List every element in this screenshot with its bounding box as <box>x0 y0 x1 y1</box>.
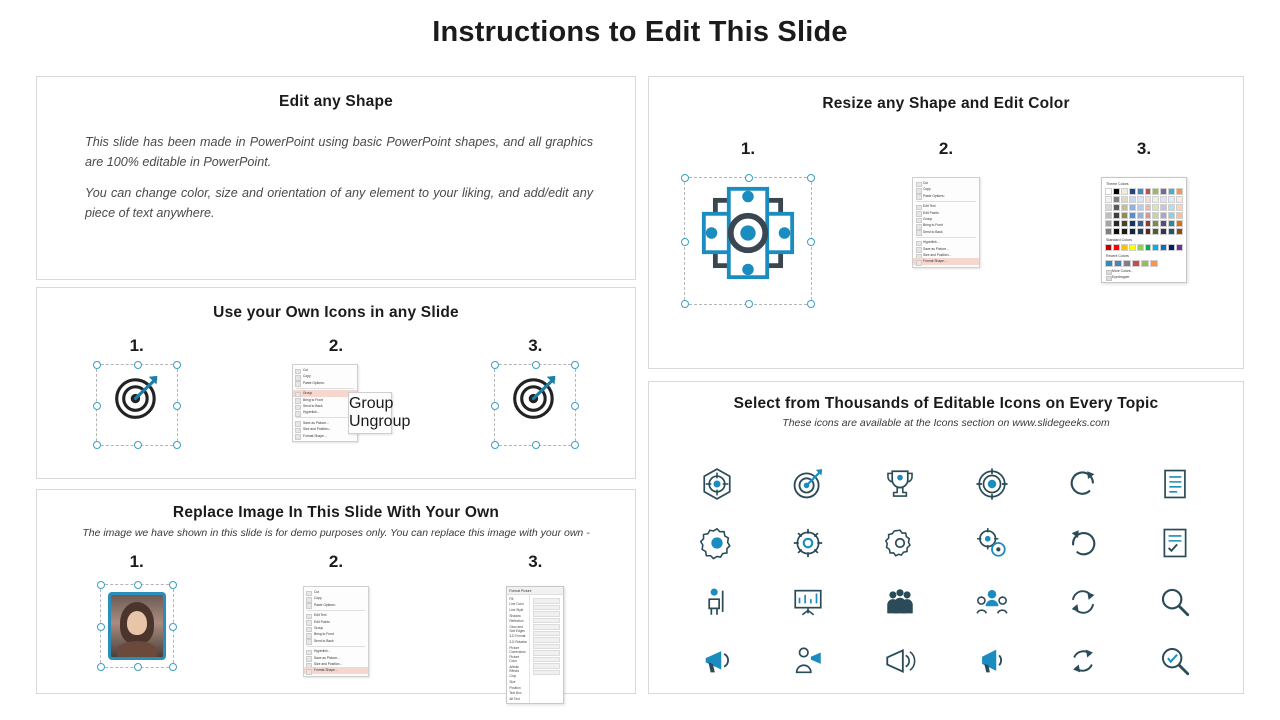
color-swatch[interactable] <box>1105 220 1112 227</box>
color-swatch[interactable] <box>1160 212 1167 219</box>
step-number: 2. <box>328 336 344 355</box>
menu-item[interactable]: Format Shape... <box>293 433 357 439</box>
menu-item[interactable]: Copy <box>293 373 357 379</box>
step-number: 1. <box>740 139 756 158</box>
target-dart-icon <box>112 372 162 422</box>
selected-target-icon-1[interactable] <box>96 364 178 446</box>
own-icons-step-2 <box>236 336 435 446</box>
team-meeting-icon[interactable] <box>975 585 1009 619</box>
step-number: 1. <box>129 336 144 355</box>
color-swatch[interactable] <box>1176 212 1183 219</box>
step-number: 2. <box>328 552 344 571</box>
menu-item[interactable]: Bring to Front <box>913 222 979 228</box>
menu-item[interactable]: Edit Text <box>913 203 979 209</box>
menu-item[interactable]: Bring to Front <box>304 631 368 637</box>
menu-item-format-shape[interactable]: Format Shape... <box>304 667 368 673</box>
menu-item[interactable]: Size and Position... <box>913 252 979 258</box>
theme-swatch-row <box>1105 204 1183 211</box>
color-swatch[interactable] <box>1141 260 1149 267</box>
eyedropper-option[interactable]: Eyedropper <box>1105 275 1183 279</box>
color-swatch[interactable] <box>1160 188 1167 195</box>
more-colors-option[interactable]: More Colors... <box>1105 269 1183 273</box>
color-swatch[interactable] <box>1132 260 1140 267</box>
color-swatch[interactable] <box>1121 220 1128 227</box>
color-swatch[interactable] <box>1121 196 1128 203</box>
color-swatch[interactable] <box>1105 196 1112 203</box>
dialog-nav-item[interactable]: Glow and Soft Edges <box>509 624 525 633</box>
color-swatch[interactable] <box>1145 228 1152 235</box>
menu-item[interactable]: Save as Picture... <box>293 420 357 426</box>
color-swatch[interactable] <box>1152 212 1159 219</box>
megaphone-icon[interactable] <box>700 644 734 678</box>
dialog-nav-item[interactable]: Reflection <box>509 619 524 624</box>
color-swatch[interactable] <box>1105 204 1112 211</box>
color-swatch[interactable] <box>1176 244 1183 251</box>
step-number: 3. <box>528 336 543 355</box>
resize-steps-row <box>649 139 1243 305</box>
color-swatch[interactable] <box>1176 220 1183 227</box>
panel-use-own-icons <box>36 287 636 479</box>
color-swatch[interactable] <box>1145 220 1152 227</box>
menu-item-group[interactable]: Group <box>293 390 357 396</box>
menu-item[interactable]: Send to Back <box>293 403 357 409</box>
edit-shape-paragraph-1: This slide has been made in PowerPoint using basic PowerPoint shapes, and all graphics are 100% editable in PowerPoint. <box>85 135 593 169</box>
color-swatch[interactable] <box>1121 244 1128 251</box>
presentation-board-icon[interactable] <box>791 585 825 619</box>
dialog-title: Format Picture <box>507 587 563 595</box>
dialog-nav-item[interactable]: Fill <box>509 596 514 601</box>
color-swatch[interactable] <box>1137 228 1144 235</box>
color-swatch[interactable] <box>1113 228 1120 235</box>
color-swatch[interactable] <box>1129 188 1136 195</box>
dialog-nav-item[interactable]: Line Color <box>509 602 524 607</box>
color-swatch[interactable] <box>1129 196 1136 203</box>
color-swatch[interactable] <box>1113 212 1120 219</box>
color-swatch[interactable] <box>1160 244 1167 251</box>
magnifier-icon[interactable] <box>1158 585 1192 619</box>
panel-resize-shape-edit-color <box>648 76 1244 369</box>
color-swatch[interactable] <box>1105 228 1112 235</box>
color-swatch[interactable] <box>1160 228 1167 235</box>
color-swatch[interactable] <box>1137 188 1144 195</box>
color-swatch[interactable] <box>1150 260 1158 267</box>
color-swatch[interactable] <box>1152 220 1159 227</box>
theme-swatch-row <box>1105 196 1183 203</box>
color-swatch[interactable] <box>1168 220 1175 227</box>
color-swatch[interactable] <box>1168 204 1175 211</box>
target-dart-icon[interactable] <box>791 467 825 501</box>
menu-item[interactable]: Edit Points <box>913 210 979 216</box>
theme-swatch-grid[interactable] <box>1105 188 1183 235</box>
panel-subtitle-icon-bank: These icons are available at the Icons section on www.slidegeeks.com <box>782 417 1110 429</box>
color-swatch[interactable] <box>1160 196 1167 203</box>
resize-step-2 <box>847 139 1045 305</box>
menu-item[interactable]: Save as Picture... <box>913 246 979 252</box>
color-swatch[interactable] <box>1113 220 1120 227</box>
color-swatch[interactable] <box>1113 196 1120 203</box>
color-swatch[interactable] <box>1137 212 1144 219</box>
menu-item[interactable]: Hyperlink... <box>293 409 357 415</box>
page-title: Instructions to Edit This Slide <box>432 16 848 48</box>
standard-colors-label: Standard Colors <box>1106 238 1132 242</box>
color-picker-title: Theme Colors <box>1106 182 1129 186</box>
menu-item[interactable]: Copy <box>304 595 368 601</box>
menu-item[interactable]: Edit Points <box>304 619 368 625</box>
color-swatch[interactable] <box>1105 212 1112 219</box>
refresh-arrow-icon[interactable] <box>1066 467 1100 501</box>
color-swatch[interactable] <box>1121 212 1128 219</box>
color-swatch[interactable] <box>1137 244 1144 251</box>
menu-item[interactable]: Edit Text <box>304 612 368 618</box>
gear-settings-icon[interactable] <box>883 526 917 560</box>
color-swatch[interactable] <box>1129 212 1136 219</box>
color-swatch[interactable] <box>1129 228 1136 235</box>
resize-step-3 <box>1045 139 1243 305</box>
panel-icon-bank <box>648 381 1244 694</box>
color-swatch[interactable] <box>1152 228 1159 235</box>
menu-item[interactable]: Paste Options: <box>913 193 979 199</box>
theme-swatch-row <box>1105 212 1183 219</box>
color-swatch[interactable] <box>1113 204 1120 211</box>
color-swatch[interactable] <box>1160 220 1167 227</box>
menu-separator <box>916 237 976 238</box>
color-picker-panel[interactable] <box>1101 177 1187 283</box>
dialog-nav-item[interactable]: Size <box>509 679 516 684</box>
replace-image-step-3 <box>436 552 635 704</box>
menu-item[interactable]: Cut <box>293 367 357 373</box>
panel-subtitle-replace-image: The image we have shown in this slide is for demo purposes only. You can replace this image with your own - <box>82 527 590 539</box>
announcement-icon[interactable] <box>883 644 917 678</box>
dialog-nav-item[interactable]: Picture Color <box>509 655 520 664</box>
edit-shape-paragraph-2: You can change color, size and orientation of any element to your liking, and add/edit any piece of text anywhere. <box>85 186 593 220</box>
selected-photo[interactable] <box>100 584 174 668</box>
gears-double-icon[interactable] <box>975 526 1009 560</box>
step-number: 2. <box>938 139 954 158</box>
theme-swatch-row <box>1105 228 1183 235</box>
edit-shape-text-block <box>85 133 593 223</box>
menu-item[interactable]: Paste Options: <box>304 602 368 608</box>
color-swatch[interactable] <box>1152 244 1159 251</box>
menu-item[interactable]: Send to Back <box>913 229 979 235</box>
menu-item[interactable]: Bring to Front <box>293 397 357 403</box>
menu-item[interactable]: Save as Picture... <box>304 655 368 661</box>
menu-item[interactable]: Copy <box>913 186 979 192</box>
target-dart-icon <box>510 372 560 422</box>
color-swatch[interactable] <box>1145 212 1152 219</box>
color-swatch[interactable] <box>1168 228 1175 235</box>
theme-swatch-row <box>1105 220 1183 227</box>
menu-item[interactable]: Paste Options: <box>293 380 357 386</box>
icon-gallery-grid <box>671 454 1221 690</box>
checklist-document-icon[interactable] <box>1158 526 1192 560</box>
replace-image-step-2 <box>236 552 435 704</box>
panel-edit-any-shape <box>36 76 636 280</box>
color-swatch[interactable] <box>1121 204 1128 211</box>
color-swatch[interactable] <box>1105 188 1112 195</box>
panel-title-replace-image: Replace Image In This Slide With Your Own <box>172 504 500 521</box>
color-swatch[interactable] <box>1152 188 1159 195</box>
menu-separator <box>916 201 976 202</box>
color-swatch[interactable] <box>1176 196 1183 203</box>
menu-item[interactable]: Hyperlink... <box>913 239 979 245</box>
step-number: 1. <box>129 552 144 571</box>
color-swatch[interactable] <box>1129 204 1136 211</box>
people-group-icon[interactable] <box>883 585 917 619</box>
target-rings-icon[interactable] <box>975 467 1009 501</box>
color-swatch[interactable] <box>1168 212 1175 219</box>
selected-target-icon-2[interactable] <box>494 364 576 446</box>
dialog-nav-item[interactable]: 3-D Format <box>509 634 526 639</box>
person-podium-icon[interactable] <box>700 585 734 619</box>
color-swatch[interactable] <box>1168 188 1175 195</box>
submenu-item-group[interactable]: Group <box>348 395 394 412</box>
color-swatch[interactable] <box>1105 260 1113 267</box>
color-swatch[interactable] <box>1176 228 1183 235</box>
sync-arrows-icon[interactable] <box>1066 585 1100 619</box>
panel-title-icon-bank: Select from Thousands of Editable Icons on Every Topic <box>733 395 1159 412</box>
submenu-item-ungroup[interactable]: Ungroup <box>348 413 411 430</box>
menu-item[interactable]: Cut <box>913 180 979 186</box>
color-swatch[interactable] <box>1145 204 1152 211</box>
own-icons-step-1 <box>37 336 236 446</box>
color-swatch[interactable] <box>1145 196 1152 203</box>
color-swatch[interactable] <box>1121 228 1128 235</box>
menu-item[interactable]: Size and Position... <box>293 426 357 432</box>
document-list-icon[interactable] <box>1158 467 1192 501</box>
dialog-nav-item[interactable]: Position <box>509 685 521 690</box>
color-swatch[interactable] <box>1129 244 1136 251</box>
dialog-nav-item[interactable]: Picture Corrections <box>509 645 526 654</box>
person-megaphone-icon[interactable] <box>791 644 825 678</box>
context-menu-replace-image[interactable] <box>303 586 369 677</box>
trophy-target-icon[interactable] <box>883 467 917 501</box>
panel-title-own-icons: Use your Own Icons in any Slide <box>213 304 459 321</box>
standard-swatch-row[interactable] <box>1105 244 1183 251</box>
menu-item[interactable]: Hyperlink... <box>304 648 368 654</box>
own-icons-steps-row <box>37 336 635 446</box>
color-swatch[interactable] <box>1137 220 1144 227</box>
menu-separator <box>307 646 365 647</box>
dialog-nav-item[interactable]: Artistic Effects <box>509 664 519 673</box>
color-swatch[interactable] <box>1137 196 1144 203</box>
dialog-nav-item[interactable]: Crop <box>509 674 517 679</box>
color-swatch[interactable] <box>1105 244 1112 251</box>
gear-outline-icon[interactable] <box>791 526 825 560</box>
search-target-icon[interactable] <box>1158 644 1192 678</box>
color-swatch[interactable] <box>1113 244 1120 251</box>
menu-separator <box>296 388 354 389</box>
panel-replace-image <box>36 489 636 701</box>
dialog-nav-item[interactable]: Alt Text <box>509 696 520 701</box>
shape-frame-icon <box>700 185 796 281</box>
replace-image-step-1 <box>37 552 236 704</box>
dialog-nav-item[interactable]: Shadow <box>509 613 521 618</box>
panel-title-resize: Resize any Shape and Edit Color <box>822 95 1070 112</box>
menu-separator <box>296 417 354 418</box>
speaker-loud-icon[interactable] <box>975 644 1009 678</box>
rotate-arrow-icon[interactable] <box>1066 526 1100 560</box>
color-swatch[interactable] <box>1176 204 1183 211</box>
theme-swatch-row <box>1105 188 1183 195</box>
menu-item[interactable]: Cut <box>304 589 368 595</box>
color-swatch[interactable] <box>1168 244 1175 251</box>
context-menu-resize[interactable] <box>912 177 980 268</box>
panel-title-edit-shape: Edit any Shape <box>279 93 393 110</box>
menu-item[interactable]: Size and Position... <box>304 661 368 667</box>
color-swatch[interactable] <box>1121 188 1128 195</box>
step-number: 3. <box>1136 139 1152 158</box>
dialog-nav-item[interactable]: Line Style <box>509 607 524 612</box>
submenu-group[interactable] <box>348 392 411 434</box>
color-swatch[interactable] <box>1152 196 1159 203</box>
own-icons-step-3 <box>436 336 635 446</box>
selected-shape[interactable] <box>684 177 812 305</box>
dialog-nav-item[interactable]: Text Box <box>509 691 522 696</box>
color-swatch[interactable] <box>1129 220 1136 227</box>
demo-photo[interactable] <box>108 592 166 660</box>
recent-swatch-row[interactable] <box>1105 260 1183 267</box>
circular-arrows-icon[interactable] <box>1066 644 1100 678</box>
color-swatch[interactable] <box>1145 244 1152 251</box>
color-swatch[interactable] <box>1176 188 1183 195</box>
format-picture-dialog[interactable] <box>506 586 564 704</box>
color-swatch[interactable] <box>1123 260 1131 267</box>
color-swatch[interactable] <box>1152 204 1159 211</box>
menu-item-format-shape[interactable]: Format Shape... <box>913 258 979 264</box>
target-crosshair-icon[interactable] <box>700 467 734 501</box>
recent-colors-label: Recent Colors <box>1106 254 1129 258</box>
color-swatch[interactable] <box>1113 188 1120 195</box>
color-swatch[interactable] <box>1145 188 1152 195</box>
menu-item[interactable]: Send to Back <box>304 638 368 644</box>
resize-step-1 <box>649 139 847 305</box>
step-number: 3. <box>528 552 543 571</box>
menu-item[interactable]: Group <box>913 216 979 222</box>
dialog-nav-item[interactable]: 3-D Rotation <box>509 639 528 644</box>
color-swatch[interactable] <box>1160 204 1167 211</box>
gear-icon[interactable] <box>700 526 734 560</box>
color-swatch[interactable] <box>1137 204 1144 211</box>
color-swatch[interactable] <box>1114 260 1122 267</box>
menu-separator <box>307 610 365 611</box>
color-swatch[interactable] <box>1168 196 1175 203</box>
menu-item[interactable]: Group <box>304 625 368 631</box>
replace-image-steps-row <box>37 552 635 704</box>
